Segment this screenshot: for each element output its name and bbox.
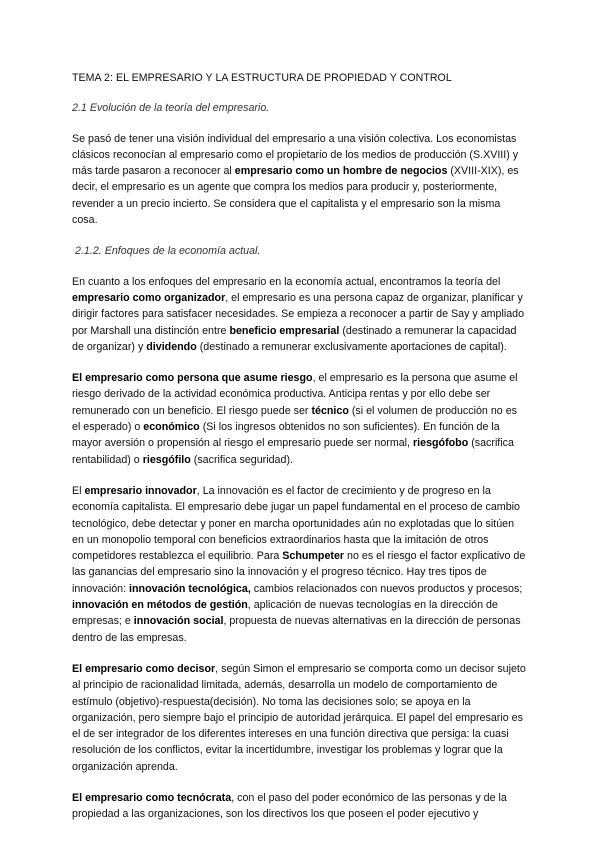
text-run: , propuesta de nuevas alternativas en la dirección de personas dentro de las empresas.: [72, 615, 521, 644]
text-run: El: [72, 484, 85, 497]
text-run: (destinado a remunerar la capacidad de organizar) y: [72, 324, 517, 353]
text-run: (XVIII-XIX), es decir, el empresario es un agente que compra los medios para producir y, posteriormente, revender a un precio incierto. Se considera que el capitalista y el empresario son la misma cosa.: [72, 165, 519, 227]
text-run: , con el paso del poder económico de las personas y de la propiedad a las organizaciones, son los directivos los que poseen el poder ejecutivo y: [72, 791, 507, 821]
bold-term: dividendo: [146, 340, 197, 353]
bold-term: El empresario como decisor: [72, 662, 216, 675]
text-run: no es el riesgo el factor explicativo de las ganancias del empresario sino la innovación y el progreso técnico. Hay tres tipos de innovación:: [72, 550, 526, 595]
bold-term: innovación en métodos de gestión: [72, 599, 248, 612]
text-run: (destinado a remunerar exclusivamente aportaciones de capital).: [196, 340, 507, 353]
paragraph: [72, 370, 527, 468]
paragraph: [72, 661, 527, 775]
document-body: [72, 70, 527, 838]
bold-term: innovación tecnológica,: [129, 582, 251, 595]
section-heading-2-1-2: 2.1.2. Enfoques de la economía actual.: [75, 245, 261, 258]
text-run: Se pasó de tener una visión individual del empresario a una visión colectiva. Los economistas clásicos reconocían al empresario como el propietario de los medios de producción (S.XVIII) y más tarde pasaron a reconocer al: [72, 132, 519, 178]
paragraph: [72, 483, 527, 646]
text-run: cambios relacionados con nuevos productos y procesos;: [250, 582, 523, 595]
text-run: (Si los ingresos obtenidos no son suficientes). En función de la mayor aversión o propensión al riesgo el empresario puede ser normal,: [72, 421, 500, 450]
text-run: , el empresario es una persona capaz de organizar, planificar y dirigir factores para satisfacer necesidades. Se empieza a reconocer a partir de Say y ampliado por Marshall una distinción entre: [72, 291, 525, 337]
text-run: , según Simon el empresario se comporta como un decisor sujeto al principio de racionalidad limitada, además, desarrolla un modelo de comportamiento de estímulo (objetivo)-respuesta(decisión). No toma las decisiones solo; se apoya en la organización, pero siempre bajo el principio de autoridad jerárquica. El papel del empresario es el de ser integrador de los diferentes intereses en una función directiva que persiga: la cuasi resolución de los conflictos, evitar la incertidumbre, investigar los problemas y lograr que la organización aprenda.: [72, 662, 526, 773]
bold-term: innovación social: [133, 615, 224, 628]
text-run: (sacrifica rentabilidad) o: [72, 437, 514, 466]
text-run: , La innovación es el factor de crecimiento y de progreso en la economía capitalista. El empresario debe jugar un papel fundamental en el proceso de cambio tecnológico, debe detectar y poner en marcha oportunidades aún no explotadas que lo sitúen en un monopolio temporal con beneficios extraordinarios hasta que la imitación de otros competidores restablezca el equilibrio. Para: [72, 484, 520, 563]
bold-term: económico: [143, 421, 200, 434]
bold-term: empresario como un hombre de negocios: [234, 165, 448, 178]
page-title: TEMA 2: EL EMPRESARIO Y LA ESTRUCTURA DE PROPIEDAD Y CONTROL: [72, 72, 452, 84]
bold-term: beneficio empresarial: [229, 324, 340, 337]
bold-term: El empresario como tecnócrata: [72, 791, 232, 804]
bold-term: empresario como organizador: [72, 291, 226, 304]
paragraph: [72, 274, 527, 355]
bold-term: riesgófilo: [142, 453, 191, 466]
text-run: , el empresario es la persona que asume el riesgo derivado de la actividad económica productiva. Anticipa rentas y por ello debe ser remunerado con un beneficio. El riesgo puede ser: [72, 372, 518, 417]
bold-term: Schumpeter: [282, 550, 345, 563]
bold-term: técnico: [311, 404, 349, 417]
text-run: (si el volumen de producción no es el esperado) o: [72, 404, 517, 434]
text-run: (sacrifica seguridad).: [190, 453, 293, 466]
text-run: En cuanto a los enfoques del empresario en la economía actual, encontramos la teoría del: [72, 275, 501, 288]
section-heading-2-1: 2.1 Evolución de la teoría del empresario.: [72, 102, 270, 115]
bold-term: El empresario como persona que asume riesgo: [72, 372, 313, 385]
paragraph: [72, 790, 527, 823]
paragraph: [72, 131, 527, 229]
bold-term: riesgófobo: [413, 437, 469, 450]
bold-term: empresario innovador: [84, 484, 197, 497]
text-run: , aplicación de nuevas tecnologías en la dirección de empresas; e: [72, 599, 498, 628]
